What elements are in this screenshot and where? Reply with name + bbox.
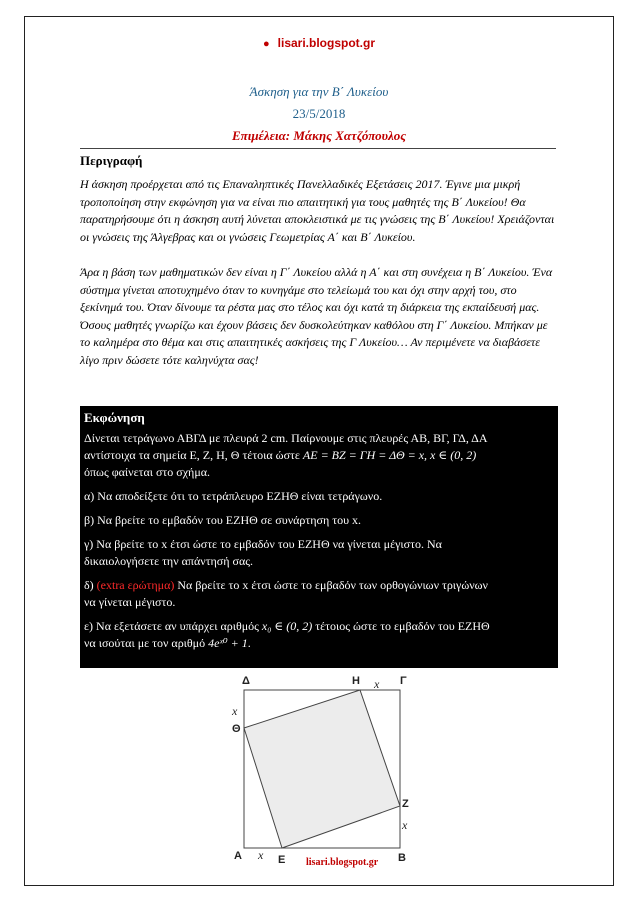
task-heading: Εκφώνηση bbox=[84, 410, 145, 425]
editor-line: Επιμέλεια: Μάκης Χατζόπουλος bbox=[231, 128, 407, 143]
exercise-date: 23/5/2018 bbox=[292, 106, 346, 121]
extra-question-tag: (extra ερώτημα) bbox=[96, 578, 175, 592]
task-intro-line-3: όπως φαίνεται στο σχήμα. bbox=[84, 465, 211, 479]
description-paragraph-2: Άρα η βάση των μαθηματικών δεν είναι η Γ΄ Λυκείου αλλά η Α΄ και στη συνέχεια η Β΄ Λυκείου. Ένα σύστημα γίνεται αποτυχημένο όταν το κυνηγάμε στο τελείωμά του και όχι στην αρχή του, στο ξεκίνημά του. Όταν δίνουμε τα ρέστα μας στο τέλος και όχι κατά τη διάρκεια της εκπαίδευσή μας. Όσους μαθητές γνωρίζω και έχουν βάσεις δεν δυσκολεύτηκαν καθόλου στη Γ΄ Λυκείου. Μπήκαν με το καλημέρα στο θέμα και στις απαιτητικές ασκήσεις της Γ Λυκείου… Αν περιμένετε να διαβάσετε λίγο πριν δώσετε τότε καληνύχτα σας! bbox=[80, 265, 553, 367]
question-d-line-2: να γίνεται μέγιστο. bbox=[84, 595, 176, 609]
vertex-B-label: Β bbox=[398, 852, 406, 864]
task-intro-line-2 bbox=[84, 447, 554, 464]
task-condition-formula: ΑΕ = ΒΖ = ΓΗ = ΔΘ = x, x ∈ (0, 2) bbox=[302, 448, 477, 462]
question-b: β) Να βρείτε το εμβαδόν του ΕΖΗΘ σε συνάρτηση του x. bbox=[84, 513, 362, 527]
bullet-icon: ● bbox=[263, 38, 270, 50]
question-e-expression: 4eˣ⁰ + 1 bbox=[208, 636, 248, 650]
title-divider bbox=[80, 148, 556, 149]
vertex-G-label: Γ bbox=[400, 675, 407, 687]
task-intro-text: αντίστοιχα τα σημεία Ε, Ζ, Η, Θ τέτοια ώστε bbox=[84, 448, 303, 462]
description-paragraph-1: Η άσκηση προέρχεται από τις Επαναληπτικές Πανελλαδικές Εξετάσεις 2017. Έγινε μια μικρή τροποποίηση στην εκφώνηση για να είναι πιο απαιτητική για τους μαθητές της Β΄ Λυκείου! Θα παρατηρήσουμε ότι η άσκηση αυτή λύνεται αποκλειστικά με τις γνώσεις της Β΄ Λυκείου! Χρειάζονται οι γνώσεις της Άλγεβρας και οι γνώσεις Γεωμετρίας Α΄ και Β΄ Λυκείου. bbox=[80, 177, 555, 244]
vertex-D-label: Δ bbox=[242, 675, 250, 687]
vertex-Z-label: Ζ bbox=[402, 798, 409, 810]
vertex-H-label: Η bbox=[352, 675, 360, 687]
task-box bbox=[80, 406, 558, 668]
site-header bbox=[0, 36, 638, 50]
vertex-A-label: Α bbox=[234, 850, 242, 862]
figure-watermark: lisari.blogspot.gr bbox=[306, 857, 379, 868]
description-heading: Περιγραφή bbox=[80, 153, 143, 168]
question-e-interval: x₀ ∈ (0, 2) bbox=[261, 619, 313, 633]
question-e-text: ε) Να εξετάσετε αν υπάρχει αριθμός bbox=[84, 619, 262, 633]
question-d-text: Να βρείτε το x έτσι ώστε το εμβαδόν των ορθογώνιων τριγώνων bbox=[174, 578, 488, 592]
figure-svg bbox=[220, 676, 420, 866]
question-e-text-3: να ισούται με τον αριθμό bbox=[84, 636, 209, 650]
question-c-line-1: γ) Να βρείτε το x έτσι ώστε το εμβαδόν του ΕΖΗΘ να γίνεται μέγιστο. Να bbox=[84, 537, 442, 551]
task-intro-line-1: Δίνεται τετράγωνο ΑΒΓΔ με πλευρά 2 cm. Παίρνουμε στις πλευρές ΑΒ, ΒΓ, ΓΔ, ΔΑ bbox=[84, 431, 488, 445]
vertex-E-label: Ε bbox=[278, 854, 286, 866]
question-e-line-1 bbox=[84, 618, 554, 635]
segment-x-bottom: x bbox=[258, 848, 264, 862]
segment-x-left: x bbox=[232, 704, 238, 718]
question-d-line-1 bbox=[84, 577, 554, 594]
question-e-line-2 bbox=[84, 635, 554, 652]
question-e-text-2: τέτοιος ώστε το εμβαδόν του ΕΖΗΘ bbox=[312, 619, 490, 633]
question-e-period: . bbox=[247, 636, 251, 650]
vertex-Th-label: Θ bbox=[232, 723, 241, 735]
segment-x-top: x bbox=[374, 677, 380, 691]
site-name[interactable]: lisari.blogspot.gr bbox=[277, 36, 375, 50]
inner-square-EZHTh bbox=[244, 690, 400, 848]
question-a: α) Να αποδείξετε ότι το τετράπλευρο ΕΖΗΘ είναι τετράγωνο. bbox=[84, 489, 383, 503]
question-d-prefix: δ) bbox=[84, 578, 97, 592]
question-c-line-2: δικαιολογήσετε την απάντησή σας. bbox=[84, 554, 254, 568]
segment-x-right: x bbox=[402, 818, 408, 832]
exercise-title: Άσκηση για την Β΄ Λυκείου bbox=[249, 84, 389, 99]
square-figure bbox=[220, 676, 420, 866]
